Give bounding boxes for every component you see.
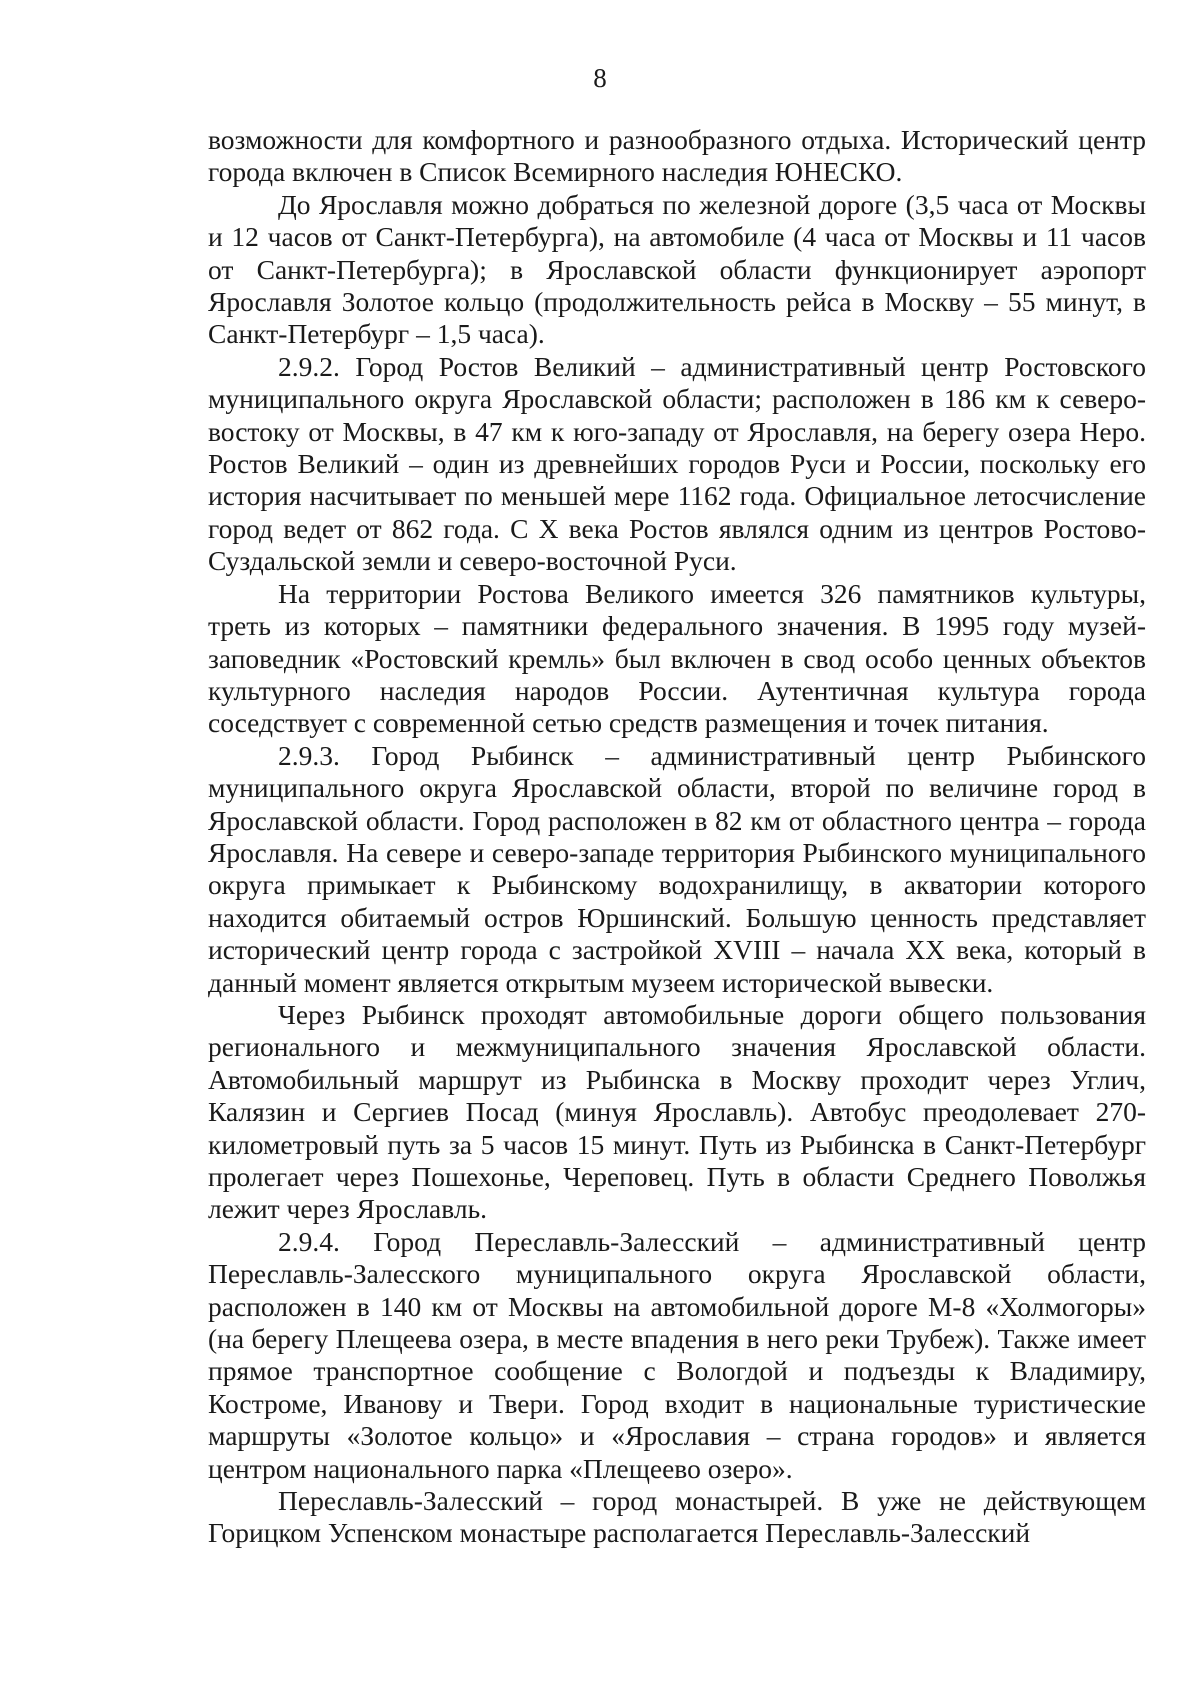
paragraph-rostov-veliky: 2.9.2. Город Ростов Великий – административный центр Ростовского муниципального округа Ярославской области; расположен в 186 км к северо-востоку от Москвы, в 47 км к юго-западу от Ярославля, на берегу озера Неро. Ростов Великий – один из древнейших городов Руси и России, поскольку его история насчитывает по меньшей мере 1162 года. Официальное летосчисление город ведет от 862 года. С X века Ростов являлся одним из центров Ростово-Суздальской земли и северо-восточной Руси. (208, 350, 1146, 577)
paragraph-rybinsk: 2.9.3. Город Рыбинск – административный центр Рыбинского муниципального округа Ярославской области, второй по величине город в Ярославской области. Город расположен в 82 км от областного центра – города Ярославля. На севере и северо-западе территория Рыбинского муниципального округа примыкает к Рыбинскому водохранилищу, в акватории которого находится обитаемый остров Юршинский. Большую ценность представляет исторический центр города с застройкой XVIII – начала XX века, который в данный момент является открытым музеем исторической вывески. (208, 739, 1146, 998)
paragraph-continuation: возможности для комфортного и разнообразного отдыха. Исторический центр города включен в Список Всемирного наследия ЮНЕСКО. (208, 124, 1146, 188)
page-number: 8 (593, 63, 607, 93)
paragraph-rybinsk-roads: Через Рыбинск проходят автомобильные дороги общего пользования регионального и межмуниципального значения Ярославской области. Автомобильный маршрут из Рыбинска в Москву проходит через Углич, Калязин и Сергиев Посад (минуя Ярославль). Автобус преодолевает 270-километровый путь за 5 часов 15 минут. Путь из Рыбинска в Санкт-Петербург пролегает через Пошехонье, Череповец. Путь в области Среднего Поволжья лежит через Ярославль. (208, 998, 1146, 1225)
paragraph-rostov-monuments: На территории Ростова Великого имеется 326 памятников культуры, треть из которых – памятники федерального значения. В 1995 году музей-заповедник «Ростовский кремль» был включен в свод особо ценных объектов культурного наследия народов России. Аутентичная культура города соседствует с современной сетью средств размещения и точек питания. (208, 577, 1146, 739)
paragraph-pereslavl-monasteries: Переславль-Залесский – город монастырей. В уже не действующем Горицком Успенском монастыре располагается Переславль-Залесский (208, 1485, 1146, 1549)
paragraph-travel-to-yaroslavl: До Ярославля можно добраться по железной дороге (3,5 часа от Москвы и 12 часов от Санкт-Петербурга), на автомобиле (4 часа от Москвы и 11 часов от Санкт-Петербурга); в Ярославской области функционирует аэропорт Ярославля Золотое кольцо (продолжительность рейса в Москву – 55 минут, в Санкт-Петербург – 1,5 часа). (208, 188, 1146, 350)
body-text (208, 124, 1146, 1550)
paragraph-pereslavl-zalessky: 2.9.4. Город Переславль-Залесский – административный центр Переславль-Залесского муниципального округа Ярославской области, расположен в 140 км от Москвы на автомобильной дороге М-8 «Холмогоры» (на берегу Плещеева озера, в месте впадения в него реки Трубеж). Также имеет прямое транспортное сообщение с Вологдой и подъезды к Владимиру, Костроме, Иванову и Твери. Город входит в национальные туристические маршруты «Золотое кольцо» и «Ярославия – страна городов» и является центром национального парка «Плещеево озеро». (208, 1225, 1146, 1484)
